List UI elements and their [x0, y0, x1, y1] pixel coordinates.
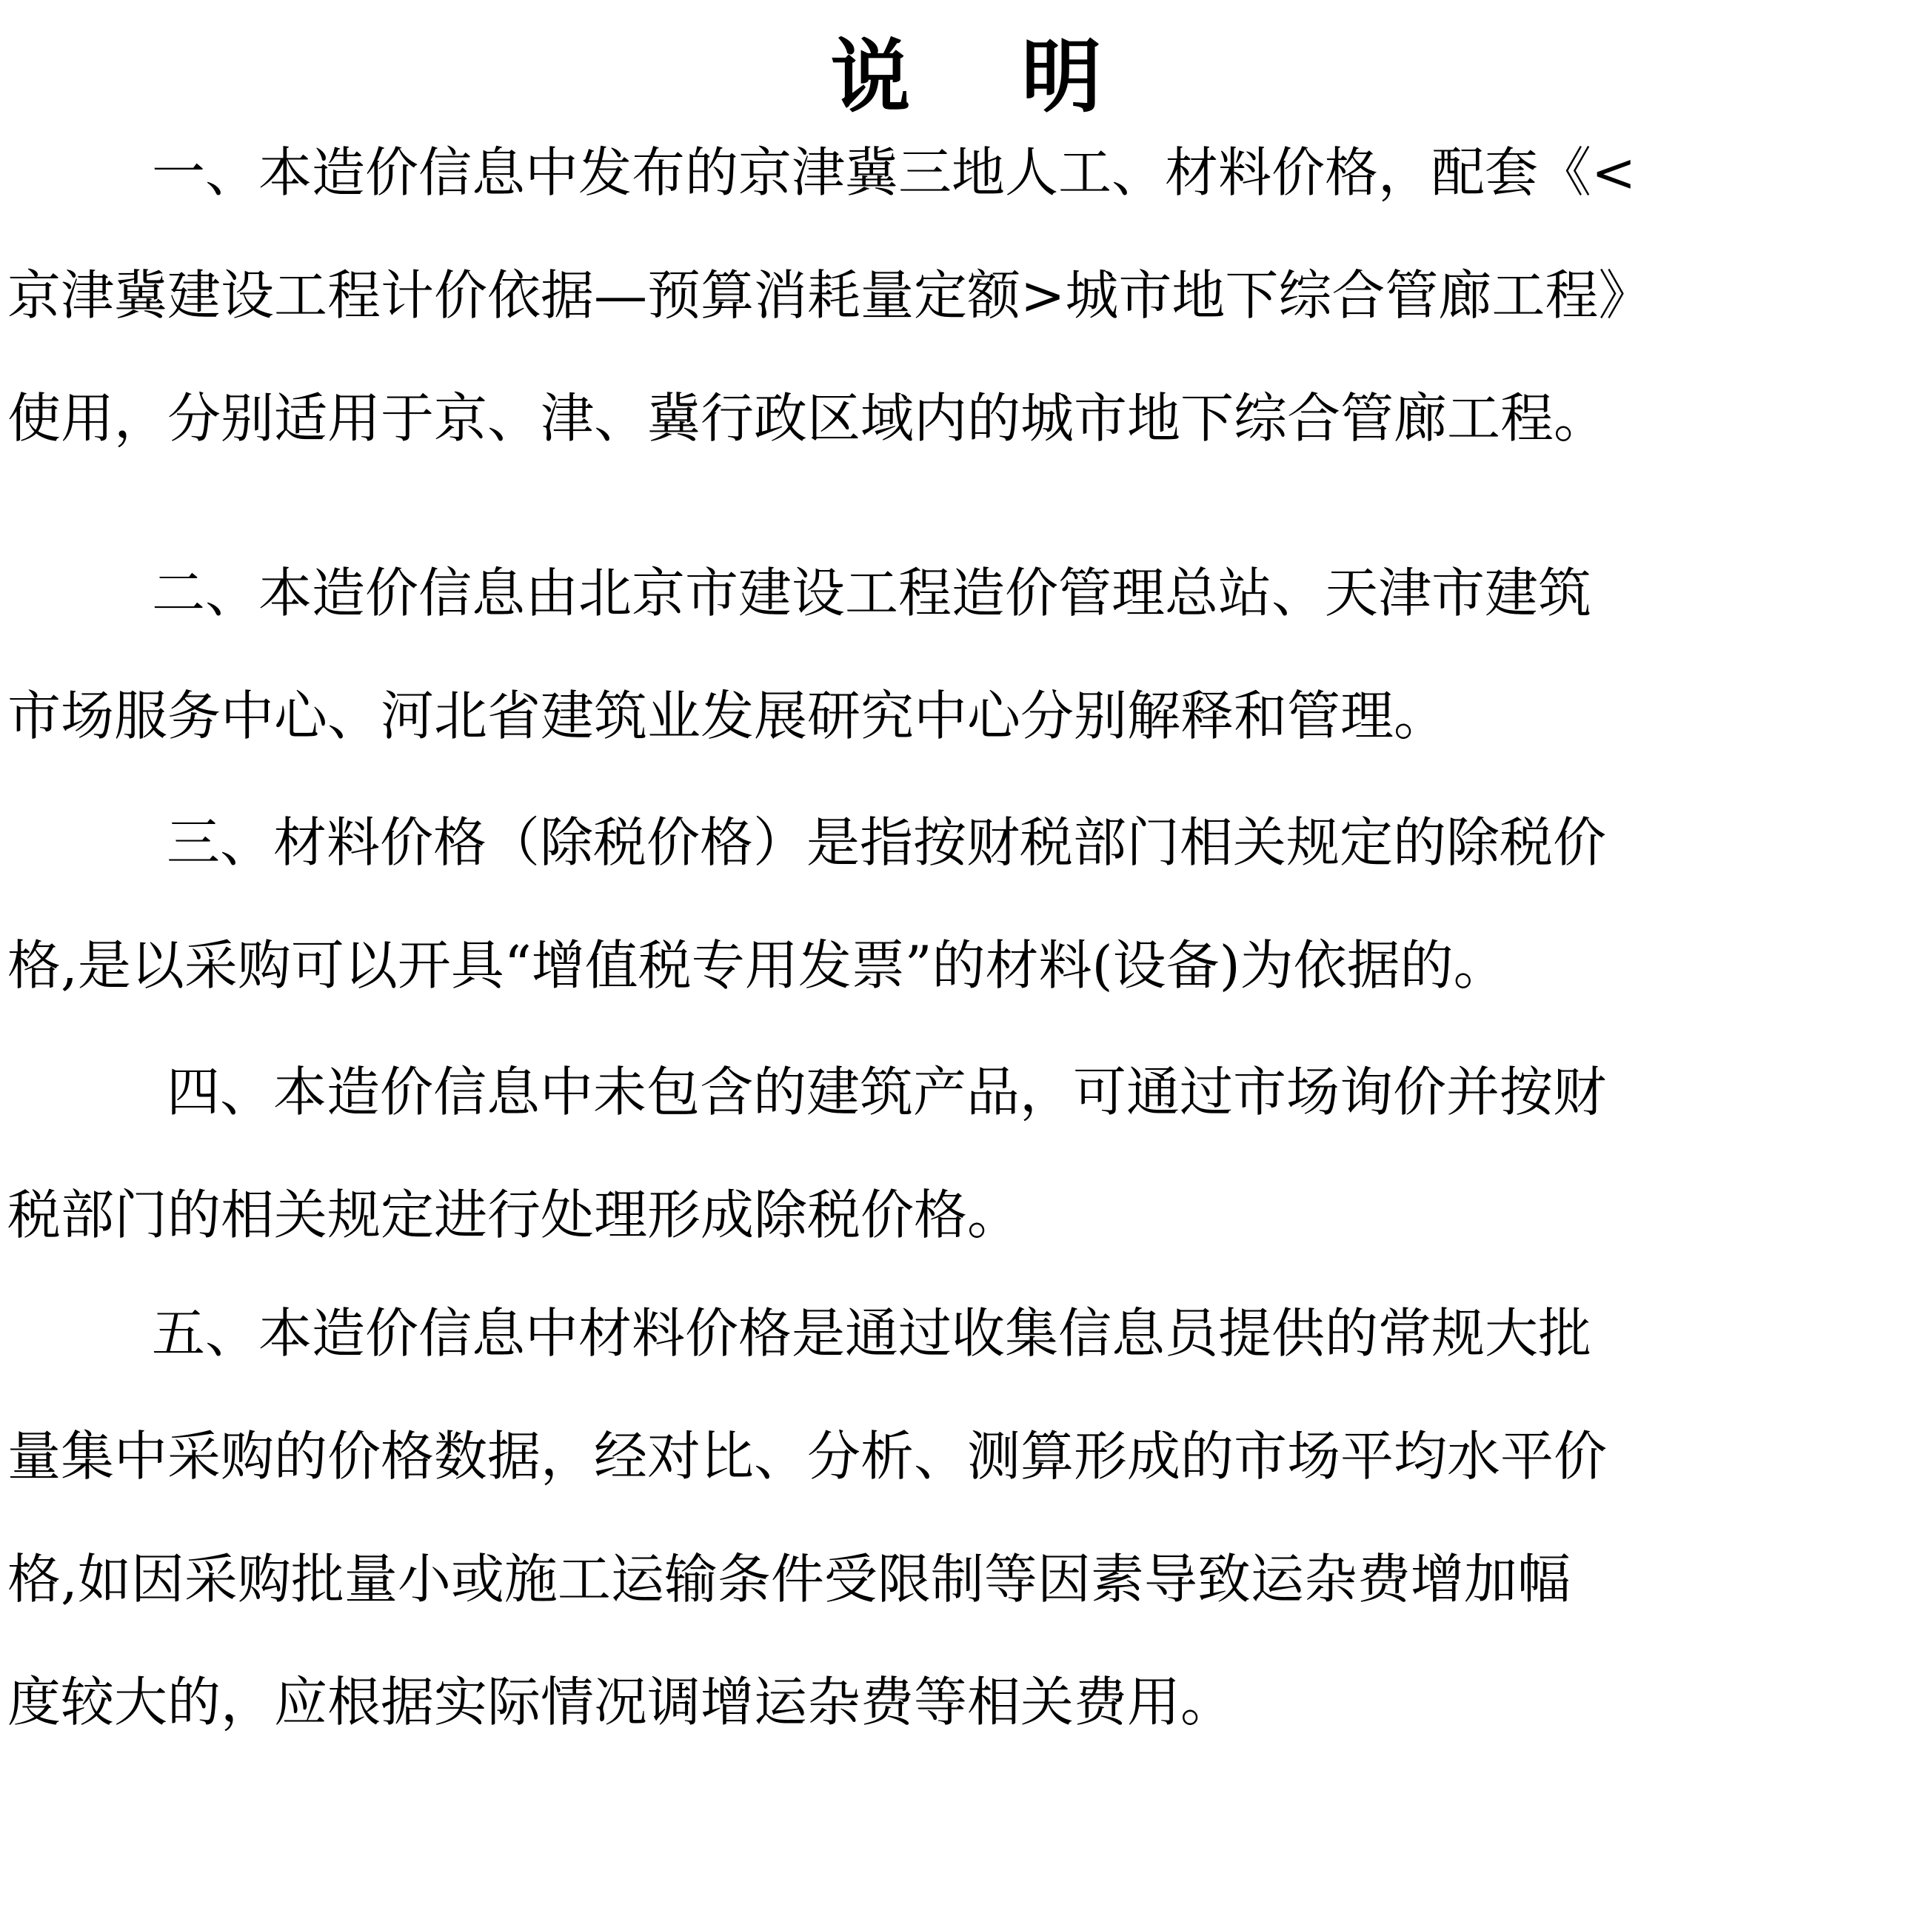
paragraph-line: 二、本造价信息由北京市建设工程造价管理总站、天津市建筑: [152, 562, 1592, 624]
paragraph-line: 五、本造价信息中材料价格是通过收集信息员提供的常规大批: [152, 1302, 1592, 1364]
paragraph-line: 三、材料价格（除税价格）是指按财税部门相关规定的除税价: [167, 811, 1607, 874]
paragraph-line: 格,是以采购可以开具“增值税专用发票”的材料(设备)为依据的。: [7, 934, 1507, 996]
paragraph-4: [7, 1031, 1903, 1276]
paragraph-line: 格,如因采购批量小或施工运输条件受限制等因素导致运杂费增加幅: [7, 1548, 1571, 1610]
paragraph-line: 京津冀建设工程计价依据—预算消耗量定额>城市地下综合管廊工程》: [7, 264, 1652, 326]
paragraph-3: [7, 781, 1903, 1027]
paragraph-2: [7, 532, 1903, 777]
paragraph-1: [7, 111, 1903, 480]
title-char-2: 明: [1021, 31, 1102, 124]
paragraph-line: 使用，分别适用于京、津、冀行政区域内的城市地下综合管廊工程。: [7, 387, 1608, 449]
title-char-1: 说: [830, 31, 911, 124]
paragraph-line: 量集中采购的价格数据，经对比、分析、测算形成的市场平均水平价: [7, 1425, 1608, 1487]
paragraph-line: 税部门的相关规定进行处理形成除税价格。: [7, 1184, 1021, 1246]
paragraph-line: 度较大的，应根据实际情况调增运杂费等相关费用。: [7, 1671, 1234, 1733]
paragraph-line: 市场服务中心、河北省建筑业发展研究中心分别解释和管理。: [7, 685, 1448, 747]
paragraph-5: [7, 1272, 1903, 1763]
paragraph-line: 四、本造价信息中未包含的建筑产品，可通过市场询价并按财: [167, 1061, 1607, 1123]
paragraph-line: 一、本造价信息中发布的京津冀三地人工、材料价格，配套《<: [152, 141, 1637, 204]
